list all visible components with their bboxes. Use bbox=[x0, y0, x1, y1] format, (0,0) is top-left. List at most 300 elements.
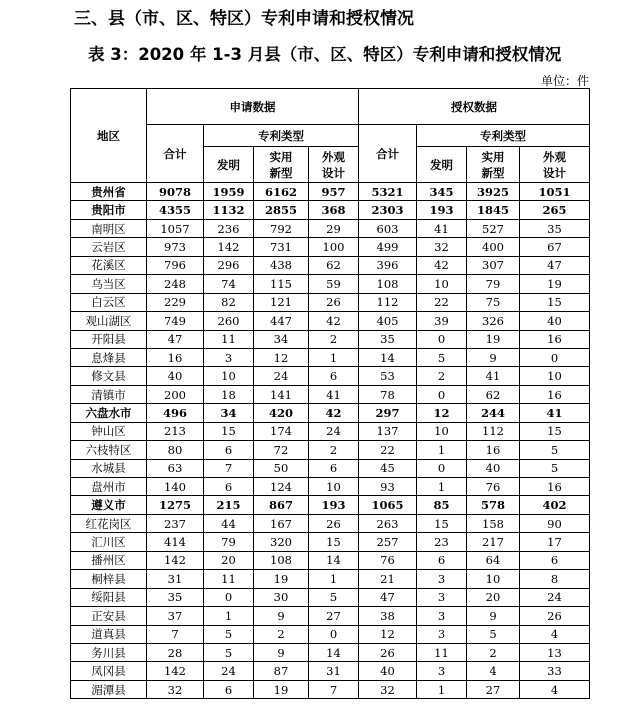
grant-design-cell: 265 bbox=[520, 201, 590, 219]
application-design-cell: 14 bbox=[309, 551, 359, 569]
region-cell: 六盘水市 bbox=[71, 404, 147, 422]
application-utility-cell: 19 bbox=[254, 680, 309, 698]
application-utility-cell: 9 bbox=[254, 643, 309, 661]
grant-invention-cell: 1 bbox=[417, 441, 467, 459]
region-cell: 盘州市 bbox=[71, 478, 147, 496]
table-row bbox=[71, 183, 590, 201]
application-total-cell: 35 bbox=[147, 588, 204, 606]
grant-invention-cell: 345 bbox=[417, 183, 467, 201]
grant-utility-cell: 41 bbox=[467, 367, 520, 385]
application-invention-cell: 6 bbox=[204, 478, 254, 496]
table-row bbox=[71, 367, 590, 385]
application-design-cell: 59 bbox=[309, 275, 359, 293]
application-invention-cell: 296 bbox=[204, 256, 254, 274]
grant-total-cell: 22 bbox=[359, 441, 417, 459]
application-utility-cell: 731 bbox=[254, 238, 309, 256]
application-invention-cell: 10 bbox=[204, 367, 254, 385]
grant-total-cell: 45 bbox=[359, 459, 417, 477]
region-cell: 桐梓县 bbox=[71, 570, 147, 588]
application-total-cell: 200 bbox=[147, 385, 204, 403]
grant-design-cell: 13 bbox=[520, 643, 590, 661]
application-invention-cell: 15 bbox=[204, 422, 254, 440]
table-row bbox=[71, 275, 590, 293]
application-invention-cell: 74 bbox=[204, 275, 254, 293]
application-total-cell: 973 bbox=[147, 238, 204, 256]
table-body bbox=[71, 183, 590, 699]
application-utility-cell: 24 bbox=[254, 367, 309, 385]
grant-design-cell: 15 bbox=[520, 293, 590, 311]
grant-utility-cell: 217 bbox=[467, 533, 520, 551]
application-design-cell: 368 bbox=[309, 201, 359, 219]
application-design-cell: 6 bbox=[309, 367, 359, 385]
grant-total-cell: 5321 bbox=[359, 183, 417, 201]
table-row bbox=[71, 385, 590, 403]
grant-design-cell: 19 bbox=[520, 275, 590, 293]
application-design-cell: 29 bbox=[309, 219, 359, 237]
grant-invention-cell: 3 bbox=[417, 588, 467, 606]
application-design-cell: 31 bbox=[309, 662, 359, 680]
grant-invention-cell: 15 bbox=[417, 514, 467, 532]
header-design-line2: 设计 bbox=[543, 165, 566, 180]
grant-design-cell: 402 bbox=[520, 496, 590, 514]
grant-total-cell: 93 bbox=[359, 478, 417, 496]
grant-invention-cell: 1 bbox=[417, 680, 467, 698]
application-design-cell: 193 bbox=[309, 496, 359, 514]
grant-utility-cell: 527 bbox=[467, 219, 520, 237]
application-utility-cell: 320 bbox=[254, 533, 309, 551]
application-invention-cell: 142 bbox=[204, 238, 254, 256]
grant-invention-cell: 6 bbox=[417, 551, 467, 569]
grant-design-cell: 24 bbox=[520, 588, 590, 606]
grant-utility-cell: 19 bbox=[467, 330, 520, 348]
region-cell: 观山湖区 bbox=[71, 312, 147, 330]
grant-design-cell: 10 bbox=[520, 367, 590, 385]
grant-utility-cell: 62 bbox=[467, 385, 520, 403]
region-cell: 遵义市 bbox=[71, 496, 147, 514]
unit-label: 单位：件 bbox=[540, 74, 589, 88]
table-row bbox=[71, 607, 590, 625]
grant-utility-cell: 2 bbox=[467, 643, 520, 661]
application-invention-cell: 6 bbox=[204, 441, 254, 459]
grant-design-cell: 16 bbox=[520, 330, 590, 348]
grant-invention-cell: 85 bbox=[417, 496, 467, 514]
grant-design-cell: 17 bbox=[520, 533, 590, 551]
application-invention-cell: 44 bbox=[204, 514, 254, 532]
grant-utility-cell: 79 bbox=[467, 275, 520, 293]
grant-invention-cell: 42 bbox=[417, 256, 467, 274]
table-row bbox=[71, 662, 590, 680]
grant-invention-cell: 23 bbox=[417, 533, 467, 551]
header-region: 地区 bbox=[71, 89, 147, 183]
application-utility-cell: 124 bbox=[254, 478, 309, 496]
grant-invention-cell: 3 bbox=[417, 570, 467, 588]
table-row bbox=[71, 404, 590, 422]
region-cell: 道真县 bbox=[71, 625, 147, 643]
application-design-cell: 27 bbox=[309, 607, 359, 625]
grant-design-cell: 90 bbox=[520, 514, 590, 532]
grant-total-cell: 297 bbox=[359, 404, 417, 422]
application-invention-cell: 1132 bbox=[204, 201, 254, 219]
application-total-cell: 1057 bbox=[147, 219, 204, 237]
grant-total-cell: 263 bbox=[359, 514, 417, 532]
grant-invention-cell: 0 bbox=[417, 385, 467, 403]
grant-design-cell: 41 bbox=[520, 404, 590, 422]
header-grant-patent-type: 专利类型 bbox=[417, 125, 590, 147]
table-title: 表 3：2020 年 1-3 月县（市、区、特区）专利申请和授权情况 bbox=[88, 45, 562, 64]
grant-total-cell: 603 bbox=[359, 219, 417, 237]
application-total-cell: 80 bbox=[147, 441, 204, 459]
table-row bbox=[71, 219, 590, 237]
header-utility-line1: 实用 bbox=[269, 149, 293, 164]
grant-design-cell: 1051 bbox=[520, 183, 590, 201]
grant-utility-cell: 16 bbox=[467, 441, 520, 459]
region-cell: 贵阳市 bbox=[71, 201, 147, 219]
region-cell: 贵州省 bbox=[71, 183, 147, 201]
region-cell: 白云区 bbox=[71, 293, 147, 311]
table-row bbox=[71, 478, 590, 496]
grant-design-cell: 4 bbox=[520, 680, 590, 698]
application-design-cell: 2 bbox=[309, 441, 359, 459]
application-utility-cell: 50 bbox=[254, 459, 309, 477]
application-design-cell: 100 bbox=[309, 238, 359, 256]
application-invention-cell: 11 bbox=[204, 570, 254, 588]
region-cell: 清镇市 bbox=[71, 385, 147, 403]
application-utility-cell: 121 bbox=[254, 293, 309, 311]
grant-invention-cell: 39 bbox=[417, 312, 467, 330]
grant-invention-cell: 2 bbox=[417, 367, 467, 385]
header-grant-invention: 发明 bbox=[417, 147, 467, 183]
application-invention-cell: 6 bbox=[204, 680, 254, 698]
grant-total-cell: 78 bbox=[359, 385, 417, 403]
region-cell: 正安县 bbox=[71, 607, 147, 625]
application-utility-cell: 867 bbox=[254, 496, 309, 514]
header-application-patent-type: 专利类型 bbox=[204, 125, 359, 147]
grant-invention-cell: 10 bbox=[417, 422, 467, 440]
header-application: 申请数据 bbox=[147, 89, 359, 125]
application-design-cell: 41 bbox=[309, 385, 359, 403]
table-row bbox=[71, 680, 590, 698]
grant-utility-cell: 10 bbox=[467, 570, 520, 588]
application-total-cell: 749 bbox=[147, 312, 204, 330]
application-design-cell: 15 bbox=[309, 533, 359, 551]
application-total-cell: 229 bbox=[147, 293, 204, 311]
application-utility-cell: 792 bbox=[254, 219, 309, 237]
grant-design-cell: 40 bbox=[520, 312, 590, 330]
application-invention-cell: 34 bbox=[204, 404, 254, 422]
grant-design-cell: 35 bbox=[520, 219, 590, 237]
grant-invention-cell: 3 bbox=[417, 625, 467, 643]
grant-invention-cell: 1 bbox=[417, 478, 467, 496]
table-row bbox=[71, 496, 590, 514]
header-grant-total: 合计 bbox=[359, 125, 417, 183]
grant-design-cell: 26 bbox=[520, 607, 590, 625]
application-invention-cell: 236 bbox=[204, 219, 254, 237]
header-utility-line2: 新型 bbox=[481, 165, 505, 180]
grant-invention-cell: 193 bbox=[417, 201, 467, 219]
region-cell: 汇川区 bbox=[71, 533, 147, 551]
header-design-line2: 设计 bbox=[322, 165, 345, 180]
table-row bbox=[71, 238, 590, 256]
grant-invention-cell: 32 bbox=[417, 238, 467, 256]
application-total-cell: 142 bbox=[147, 551, 204, 569]
header-grant-design bbox=[520, 147, 590, 183]
grant-utility-cell: 3925 bbox=[467, 183, 520, 201]
application-utility-cell: 115 bbox=[254, 275, 309, 293]
region-cell: 乌当区 bbox=[71, 275, 147, 293]
region-cell: 钟山区 bbox=[71, 422, 147, 440]
table-row bbox=[71, 330, 590, 348]
region-cell: 开阳县 bbox=[71, 330, 147, 348]
grant-design-cell: 16 bbox=[520, 385, 590, 403]
grant-design-cell: 47 bbox=[520, 256, 590, 274]
grant-design-cell: 5 bbox=[520, 459, 590, 477]
grant-utility-cell: 4 bbox=[467, 662, 520, 680]
grant-invention-cell: 5 bbox=[417, 348, 467, 366]
application-total-cell: 248 bbox=[147, 275, 204, 293]
grant-total-cell: 32 bbox=[359, 680, 417, 698]
grant-design-cell: 15 bbox=[520, 422, 590, 440]
application-total-cell: 40 bbox=[147, 367, 204, 385]
application-utility-cell: 30 bbox=[254, 588, 309, 606]
grant-invention-cell: 11 bbox=[417, 643, 467, 661]
region-cell: 修文县 bbox=[71, 367, 147, 385]
application-utility-cell: 9 bbox=[254, 607, 309, 625]
grant-invention-cell: 0 bbox=[417, 330, 467, 348]
grant-utility-cell: 578 bbox=[467, 496, 520, 514]
grant-total-cell: 35 bbox=[359, 330, 417, 348]
application-design-cell: 26 bbox=[309, 293, 359, 311]
grant-invention-cell: 22 bbox=[417, 293, 467, 311]
header-design-line1: 外观 bbox=[543, 149, 566, 164]
header-application-total: 合计 bbox=[147, 125, 204, 183]
table-row bbox=[71, 312, 590, 330]
grant-design-cell: 5 bbox=[520, 441, 590, 459]
region-cell: 红花岗区 bbox=[71, 514, 147, 532]
grant-total-cell: 499 bbox=[359, 238, 417, 256]
application-invention-cell: 5 bbox=[204, 625, 254, 643]
application-invention-cell: 79 bbox=[204, 533, 254, 551]
application-invention-cell: 1 bbox=[204, 607, 254, 625]
table-row bbox=[71, 201, 590, 219]
application-total-cell: 31 bbox=[147, 570, 204, 588]
application-utility-cell: 72 bbox=[254, 441, 309, 459]
grant-design-cell: 16 bbox=[520, 478, 590, 496]
application-invention-cell: 20 bbox=[204, 551, 254, 569]
region-cell: 播州区 bbox=[71, 551, 147, 569]
grant-utility-cell: 75 bbox=[467, 293, 520, 311]
application-total-cell: 4355 bbox=[147, 201, 204, 219]
header-application-design bbox=[309, 147, 359, 183]
application-design-cell: 1 bbox=[309, 570, 359, 588]
grant-utility-cell: 307 bbox=[467, 256, 520, 274]
grant-utility-cell: 112 bbox=[467, 422, 520, 440]
table-row bbox=[71, 348, 590, 366]
application-utility-cell: 141 bbox=[254, 385, 309, 403]
application-total-cell: 496 bbox=[147, 404, 204, 422]
application-design-cell: 7 bbox=[309, 680, 359, 698]
table-row bbox=[71, 625, 590, 643]
region-cell: 南明区 bbox=[71, 219, 147, 237]
region-cell: 六枝特区 bbox=[71, 441, 147, 459]
grant-design-cell: 8 bbox=[520, 570, 590, 588]
application-utility-cell: 174 bbox=[254, 422, 309, 440]
grant-total-cell: 76 bbox=[359, 551, 417, 569]
region-cell: 湄潭县 bbox=[71, 680, 147, 698]
application-invention-cell: 260 bbox=[204, 312, 254, 330]
grant-design-cell: 4 bbox=[520, 625, 590, 643]
grant-utility-cell: 400 bbox=[467, 238, 520, 256]
grant-utility-cell: 9 bbox=[467, 607, 520, 625]
application-invention-cell: 24 bbox=[204, 662, 254, 680]
application-invention-cell: 215 bbox=[204, 496, 254, 514]
application-utility-cell: 447 bbox=[254, 312, 309, 330]
application-total-cell: 796 bbox=[147, 256, 204, 274]
application-total-cell: 1275 bbox=[147, 496, 204, 514]
table-row bbox=[71, 459, 590, 477]
application-utility-cell: 6162 bbox=[254, 183, 309, 201]
table-row bbox=[71, 643, 590, 661]
grant-total-cell: 47 bbox=[359, 588, 417, 606]
application-invention-cell: 7 bbox=[204, 459, 254, 477]
grant-total-cell: 14 bbox=[359, 348, 417, 366]
application-utility-cell: 167 bbox=[254, 514, 309, 532]
application-total-cell: 7 bbox=[147, 625, 204, 643]
application-design-cell: 42 bbox=[309, 312, 359, 330]
application-design-cell: 42 bbox=[309, 404, 359, 422]
grant-utility-cell: 20 bbox=[467, 588, 520, 606]
header-utility-line1: 实用 bbox=[481, 149, 505, 164]
header-utility-line2: 新型 bbox=[269, 165, 293, 180]
grant-utility-cell: 76 bbox=[467, 478, 520, 496]
region-cell: 凤冈县 bbox=[71, 662, 147, 680]
header-application-utility bbox=[254, 147, 309, 183]
application-total-cell: 16 bbox=[147, 348, 204, 366]
header-grant: 授权数据 bbox=[359, 89, 590, 125]
grant-total-cell: 405 bbox=[359, 312, 417, 330]
application-design-cell: 2 bbox=[309, 330, 359, 348]
grant-utility-cell: 9 bbox=[467, 348, 520, 366]
application-design-cell: 24 bbox=[309, 422, 359, 440]
grant-total-cell: 2303 bbox=[359, 201, 417, 219]
grant-total-cell: 1065 bbox=[359, 496, 417, 514]
region-cell: 绥阳县 bbox=[71, 588, 147, 606]
grant-invention-cell: 41 bbox=[417, 219, 467, 237]
application-utility-cell: 2855 bbox=[254, 201, 309, 219]
application-invention-cell: 82 bbox=[204, 293, 254, 311]
patent-table bbox=[70, 88, 590, 699]
table-row bbox=[71, 256, 590, 274]
application-design-cell: 1 bbox=[309, 348, 359, 366]
grant-utility-cell: 5 bbox=[467, 625, 520, 643]
header-design-line1: 外观 bbox=[322, 149, 345, 164]
application-design-cell: 0 bbox=[309, 625, 359, 643]
application-total-cell: 47 bbox=[147, 330, 204, 348]
application-utility-cell: 108 bbox=[254, 551, 309, 569]
grant-design-cell: 6 bbox=[520, 551, 590, 569]
application-total-cell: 9078 bbox=[147, 183, 204, 201]
application-utility-cell: 438 bbox=[254, 256, 309, 274]
application-total-cell: 32 bbox=[147, 680, 204, 698]
table-row bbox=[71, 533, 590, 551]
grant-total-cell: 40 bbox=[359, 662, 417, 680]
grant-total-cell: 112 bbox=[359, 293, 417, 311]
application-invention-cell: 3 bbox=[204, 348, 254, 366]
application-design-cell: 62 bbox=[309, 256, 359, 274]
header-application-invention: 发明 bbox=[204, 147, 254, 183]
grant-total-cell: 257 bbox=[359, 533, 417, 551]
application-total-cell: 63 bbox=[147, 459, 204, 477]
grant-invention-cell: 12 bbox=[417, 404, 467, 422]
grant-utility-cell: 1845 bbox=[467, 201, 520, 219]
application-total-cell: 37 bbox=[147, 607, 204, 625]
application-design-cell: 957 bbox=[309, 183, 359, 201]
region-cell: 息烽县 bbox=[71, 348, 147, 366]
application-utility-cell: 2 bbox=[254, 625, 309, 643]
application-design-cell: 10 bbox=[309, 478, 359, 496]
grant-utility-cell: 27 bbox=[467, 680, 520, 698]
region-cell: 务川县 bbox=[71, 643, 147, 661]
application-utility-cell: 12 bbox=[254, 348, 309, 366]
application-total-cell: 213 bbox=[147, 422, 204, 440]
header-grant-utility bbox=[467, 147, 520, 183]
grant-invention-cell: 3 bbox=[417, 607, 467, 625]
application-utility-cell: 87 bbox=[254, 662, 309, 680]
grant-total-cell: 12 bbox=[359, 625, 417, 643]
table-row bbox=[71, 422, 590, 440]
grant-total-cell: 137 bbox=[359, 422, 417, 440]
application-design-cell: 5 bbox=[309, 588, 359, 606]
table-row bbox=[71, 551, 590, 569]
application-invention-cell: 1959 bbox=[204, 183, 254, 201]
grant-total-cell: 108 bbox=[359, 275, 417, 293]
application-total-cell: 237 bbox=[147, 514, 204, 532]
application-invention-cell: 11 bbox=[204, 330, 254, 348]
region-cell: 云岩区 bbox=[71, 238, 147, 256]
grant-total-cell: 396 bbox=[359, 256, 417, 274]
grant-total-cell: 53 bbox=[359, 367, 417, 385]
application-design-cell: 14 bbox=[309, 643, 359, 661]
grant-utility-cell: 40 bbox=[467, 459, 520, 477]
application-total-cell: 414 bbox=[147, 533, 204, 551]
grant-design-cell: 67 bbox=[520, 238, 590, 256]
table-row bbox=[71, 514, 590, 532]
application-total-cell: 28 bbox=[147, 643, 204, 661]
region-cell: 花溪区 bbox=[71, 256, 147, 274]
application-design-cell: 26 bbox=[309, 514, 359, 532]
grant-invention-cell: 10 bbox=[417, 275, 467, 293]
table-row bbox=[71, 293, 590, 311]
grant-utility-cell: 158 bbox=[467, 514, 520, 532]
application-utility-cell: 34 bbox=[254, 330, 309, 348]
table-row bbox=[71, 588, 590, 606]
application-utility-cell: 19 bbox=[254, 570, 309, 588]
application-invention-cell: 18 bbox=[204, 385, 254, 403]
grant-design-cell: 33 bbox=[520, 662, 590, 680]
application-invention-cell: 5 bbox=[204, 643, 254, 661]
grant-utility-cell: 244 bbox=[467, 404, 520, 422]
grant-utility-cell: 64 bbox=[467, 551, 520, 569]
grant-total-cell: 26 bbox=[359, 643, 417, 661]
application-total-cell: 142 bbox=[147, 662, 204, 680]
grant-utility-cell: 326 bbox=[467, 312, 520, 330]
application-invention-cell: 0 bbox=[204, 588, 254, 606]
section-title: 三、县（市、区、特区）专利申请和授权情况 bbox=[74, 9, 414, 29]
application-design-cell: 6 bbox=[309, 459, 359, 477]
grant-invention-cell: 3 bbox=[417, 662, 467, 680]
table-row bbox=[71, 441, 590, 459]
application-utility-cell: 420 bbox=[254, 404, 309, 422]
grant-total-cell: 21 bbox=[359, 570, 417, 588]
